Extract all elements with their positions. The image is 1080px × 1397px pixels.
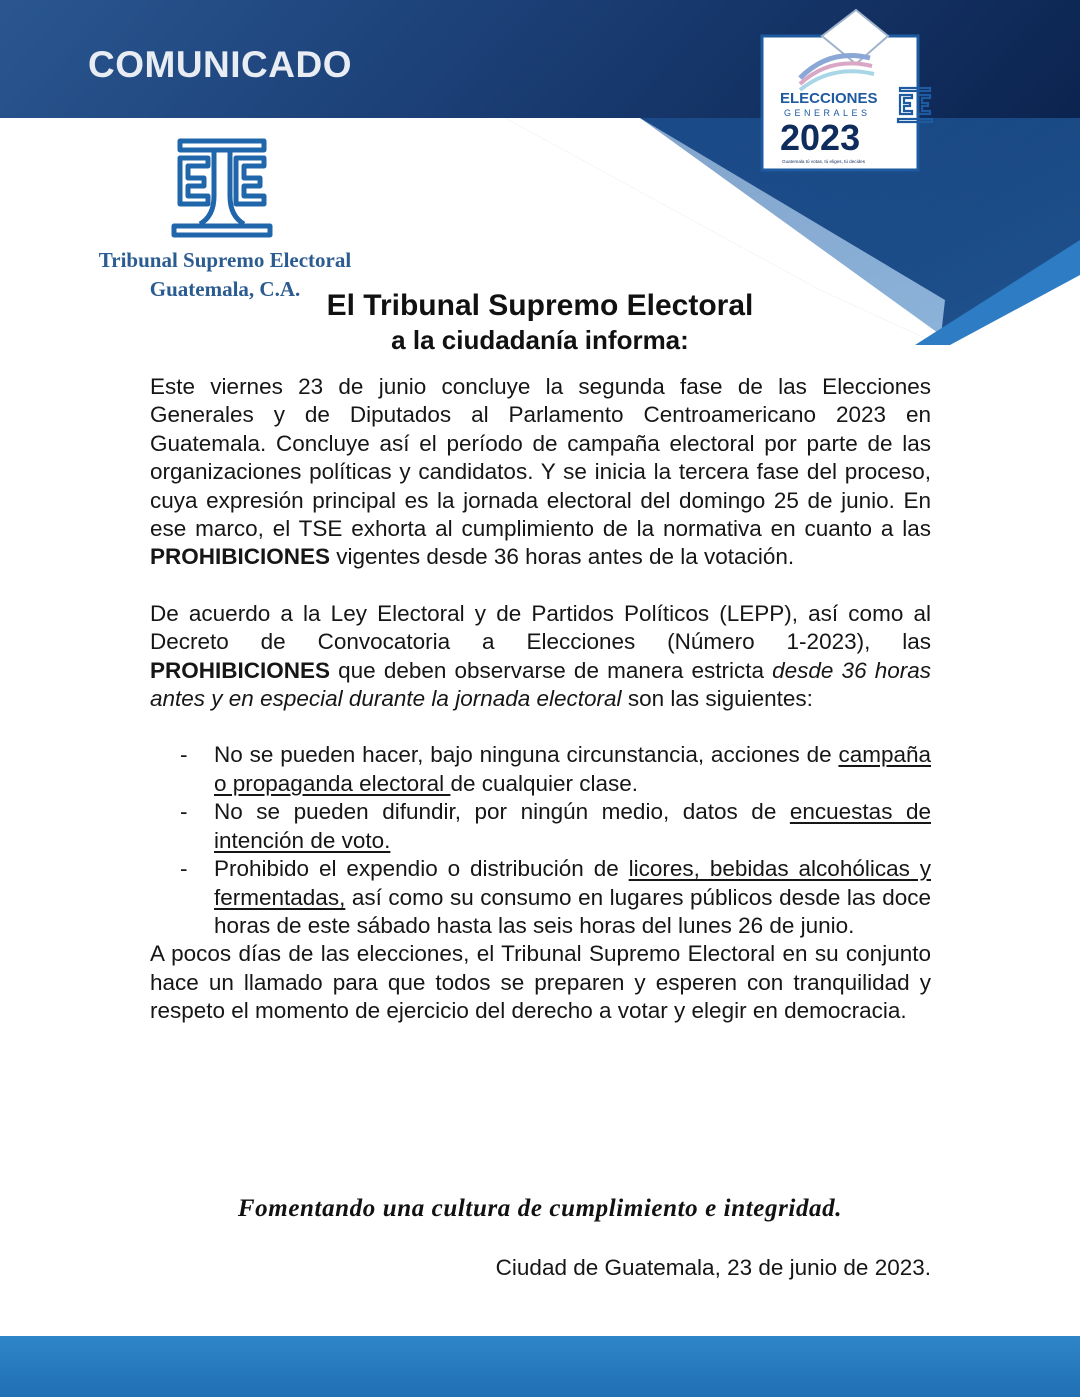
list-item-underlined: encuestas de intención de voto. bbox=[214, 799, 931, 853]
paragraph-2 bbox=[150, 600, 931, 714]
headline-line2: a la ciudadanía informa: bbox=[391, 325, 689, 355]
list-item-underlined: licores, bebidas alcohólicas y fermentadas, bbox=[214, 856, 932, 910]
headline-line1: El Tribunal Supremo Electoral bbox=[326, 289, 754, 322]
list-item bbox=[150, 798, 931, 855]
motto: Fomentando una cultura de cumplimiento e integridad. bbox=[237, 1195, 843, 1222]
paragraph-2-text: De acuerdo a la Ley Electoral y de Partidos Políticos (LEPP), así como al Decreto de Convocatoria a Elecciones (Número 1-2023), las bbox=[150, 600, 931, 655]
list-item bbox=[150, 741, 931, 798]
tse-logo-icon bbox=[170, 138, 274, 240]
list-dash: - bbox=[180, 799, 188, 825]
badge-tagline: Guatemala tú votas, tú eliges, tú decides bbox=[782, 159, 865, 164]
paragraph-2-emphasis: PROHIBICIONES bbox=[150, 657, 331, 683]
paragraph-3: A pocos días de las elecciones, el Tribunal Supremo Electoral en su conjunto hace un llamado para que todos se preparen y esperen con tranquilidad y respeto el momento de ejercicio del derecho a votar y elegir en democracia. bbox=[150, 941, 931, 1024]
paragraph-1 bbox=[150, 373, 931, 572]
org-name-line1: Tribunal Supremo Electoral bbox=[98, 248, 352, 272]
headline bbox=[0, 288, 1080, 358]
paragraph-2-text-end: son las siguientes: bbox=[621, 686, 813, 712]
footer-bar bbox=[0, 1336, 1080, 1397]
badge-line1: ELECCIONES bbox=[780, 90, 878, 107]
elecciones-2023-badge bbox=[760, 8, 934, 174]
prohibitions-list bbox=[150, 741, 931, 940]
list-item-text: Prohibido el expendio o distribución de bbox=[214, 856, 629, 882]
list-item-text-end: de cualquier clase. bbox=[450, 770, 639, 796]
org-name-line2: Guatemala, C.A. bbox=[149, 277, 301, 301]
dateline: Ciudad de Guatemala, 23 de junio de 2023. bbox=[495, 1255, 931, 1280]
badge-line2: GENERALES bbox=[784, 108, 871, 118]
body-text bbox=[150, 373, 931, 1026]
paragraph-1-text: Este viernes 23 de junio concluye la segunda fase de las Elecciones Generales y de Diputados al Parlamento Centroamericano 2023 en Guatemala. Concluye así el período de campaña electoral por parte de las organizaciones políticas y candidatos. Y se inicia la tercera fase del proceso, cuya expresión principal es la jornada electoral del domingo 25 de junio. En ese marco, el TSE exhorta al cumplimiento de la normativa en cuanto a las bbox=[150, 374, 931, 542]
list-item-text: No se pueden hacer, bajo ninguna circunstancia, acciones de bbox=[214, 742, 839, 768]
list-item-text: No se pueden difundir, por ningún medio, datos de bbox=[214, 799, 790, 825]
list-dash: - bbox=[180, 742, 188, 768]
list-item-text-end: así como su consumo en lugares públicos desde las doce horas de este sábado hasta las seis horas del lunes 26 de junio. bbox=[214, 884, 931, 938]
list-dash: - bbox=[180, 856, 188, 882]
paragraph-2-italic: desde 36 horas antes y en especial durante la jornada electoral bbox=[150, 657, 931, 712]
header-title: COMUNICADO bbox=[88, 44, 352, 85]
badge-year: 2023 bbox=[780, 117, 861, 158]
paragraph-1-emphasis: PROHIBICIONES bbox=[150, 544, 331, 570]
paragraph-2-text-mid: que deben observarse de manera estricta bbox=[330, 657, 773, 683]
list-item-underlined: campaña o propaganda electoral bbox=[214, 742, 931, 796]
list-item bbox=[150, 855, 931, 940]
paragraph-1-text-end: vigentes desde 36 horas antes de la votación. bbox=[330, 544, 795, 570]
